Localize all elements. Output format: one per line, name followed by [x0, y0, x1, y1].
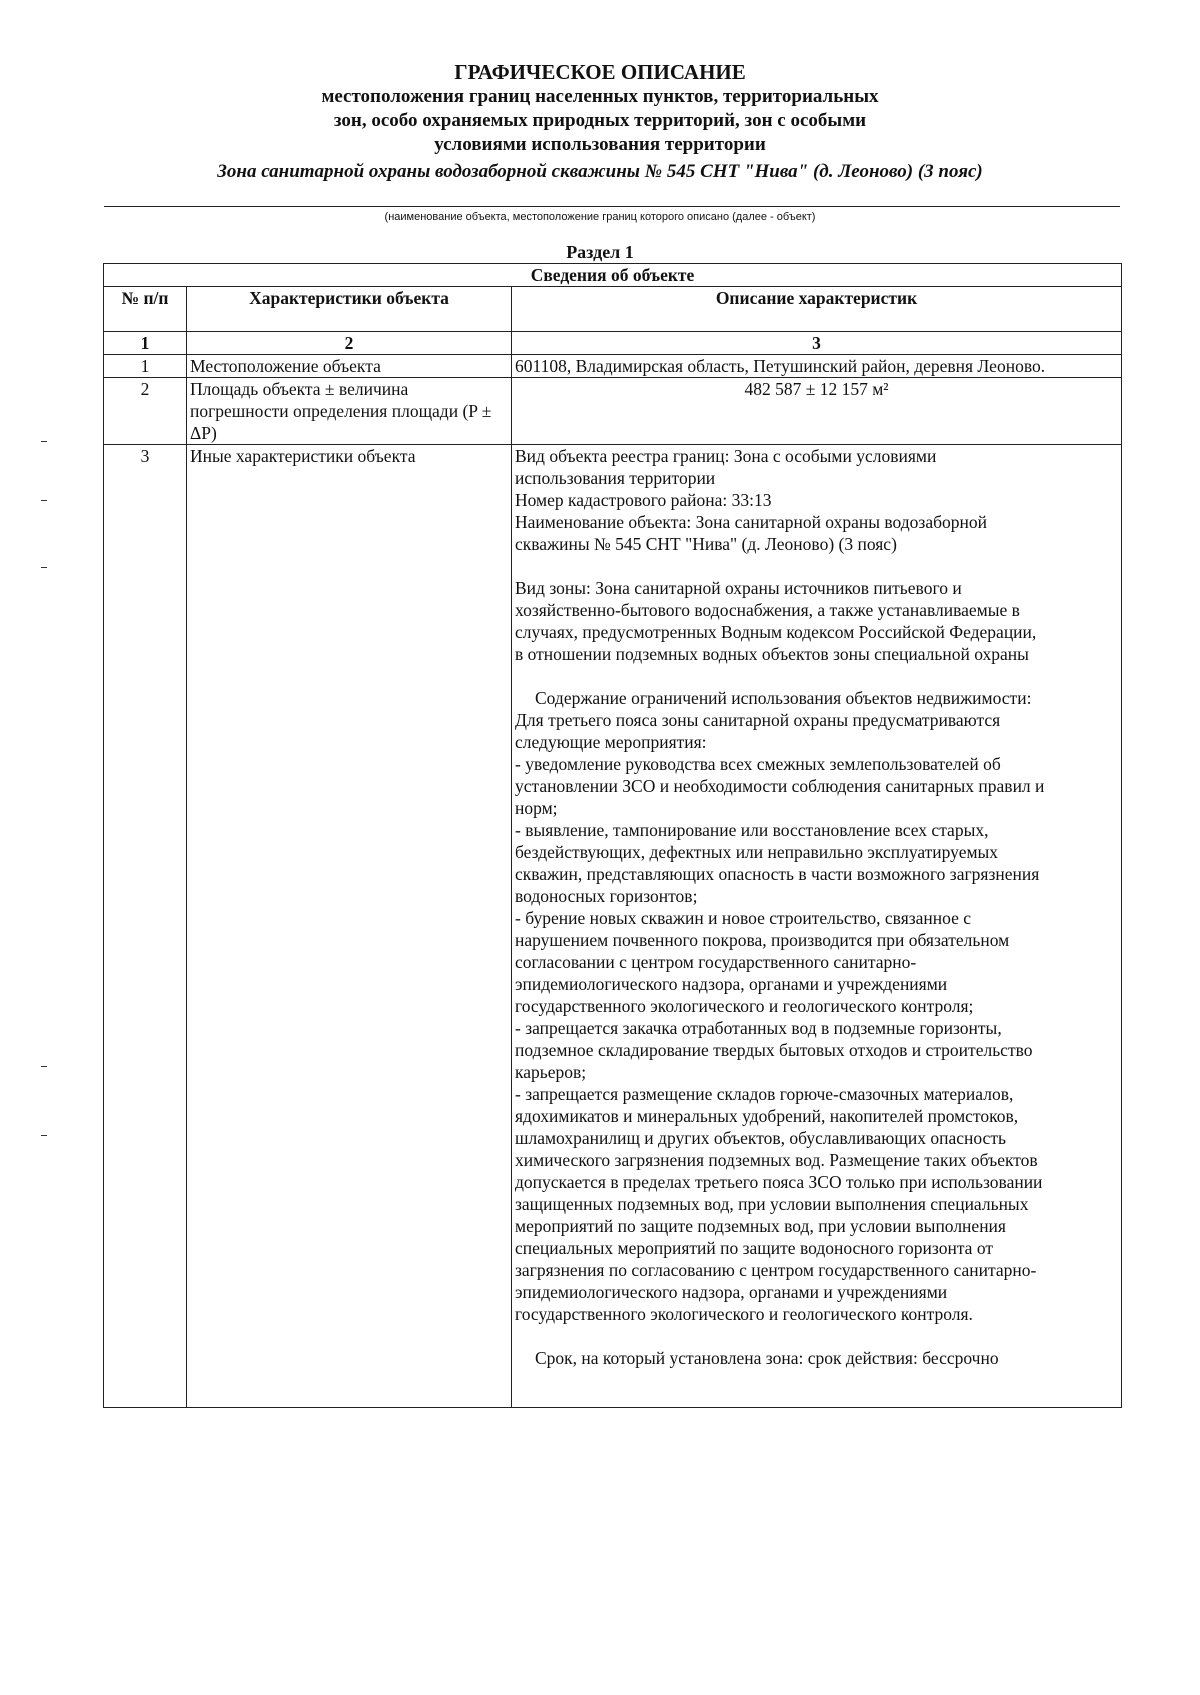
column-number-row — [104, 332, 1122, 355]
object-info-table — [103, 263, 1122, 1408]
description-line: установлении ЗСО и необходимости соблюдения санитарных правил и — [515, 776, 1045, 796]
table-caption: Сведения об объекте — [104, 264, 1122, 287]
description-line: согласовании с центром государственного санитарно- — [515, 952, 917, 972]
description-line: использования территории — [515, 468, 716, 488]
restrictions-heading: Содержание ограничений использования объектов недвижимости: — [535, 688, 1032, 708]
description-zone-type-block — [515, 577, 1118, 665]
description-line: специальных мероприятий по защите водоносного горизонта от — [515, 1238, 993, 1258]
row-characteristic: Иные характеристики объекта — [187, 445, 512, 1408]
description-line: - выявление, тампонирование или восстановление всех старых, — [515, 820, 989, 840]
object-name: Зона санитарной охраны водозаборной скважины № 545 СНТ "Нива" (д. Леоново) (3 пояс) — [217, 161, 983, 182]
description-line: нарушением почвенного покрова, производится при обязательном — [515, 930, 1010, 950]
description-line: Вид зоны: Зона санитарной охраны источников питьевого и — [515, 578, 962, 598]
section-title: Раздел 1 — [566, 242, 634, 262]
description-line: хозяйственно-бытового водоснабжения, а также устанавливаемые в — [515, 600, 1020, 620]
description-line: Вид объекта реестра границ: Зона с особыми условиями — [515, 446, 937, 466]
column-header-characteristic: Характеристики объекта — [187, 287, 512, 332]
description-line: эпидемиологического надзора, органами и учреждениями — [515, 974, 948, 994]
row-characteristic: Площадь объекта ± величина погрешности определения площади (P ± ΔP) — [187, 378, 512, 445]
description-line: - запрещается размещение складов горюче-смазочных материалов, — [515, 1084, 1014, 1104]
table-header-row — [104, 287, 1122, 332]
description-line: бездействующих, дефектных или неправильно эксплуатируемых — [515, 842, 999, 862]
description-line: карьеров; — [515, 1062, 587, 1082]
table-caption-row — [104, 264, 1122, 287]
row-number: 1 — [104, 355, 187, 378]
description-restrictions-block — [515, 709, 1118, 1325]
row-number: 3 — [104, 445, 187, 1408]
description-line: мероприятий по защите подземных вод, при условии выполнения — [515, 1216, 1006, 1236]
description-line: в отношении подземных водных объектов зоны специальной охраны — [515, 644, 1029, 664]
column-header-description: Описание характеристик — [512, 287, 1122, 332]
description-line: норм; — [515, 798, 558, 818]
description-line: случаях, предусмотренных Водным кодексом Российской Федерации, — [515, 622, 1037, 642]
document-title: ГРАФИЧЕСКОЕ ОПИСАНИЕ — [454, 60, 746, 84]
description-line: подземное складирование твердых бытовых отходов и строительство — [515, 1040, 1033, 1060]
table-row — [104, 378, 1122, 445]
description-line: химического загрязнения подземных вод. Размещение таких объектов — [515, 1150, 1038, 1170]
row-value-description — [512, 445, 1122, 1408]
margin-mark — [41, 500, 47, 501]
column-number: 3 — [512, 332, 1122, 355]
description-line: защищенных подземных вод, при условии выполнения специальных — [515, 1194, 1029, 1214]
description-line: - уведомление руководства всех смежных землепользователей об — [515, 754, 1001, 774]
description-line: допускается в пределах третьего пояса ЗСО только при использовании — [515, 1172, 1043, 1192]
row-value: 601108, Владимирская область, Петушинский район, деревня Леоново. — [512, 355, 1122, 378]
margin-mark — [41, 1066, 47, 1067]
zone-term: Срок, на который установлена зона: срок действия: бессрочно — [535, 1348, 999, 1368]
table-row — [104, 445, 1122, 1408]
margin-mark — [41, 1135, 47, 1136]
document-header — [0, 60, 1200, 185]
description-line: государственного экологического и геологического контроля. — [515, 1304, 973, 1324]
description-line: шламохранилищ и других объектов, обуславливающих опасность — [515, 1128, 1006, 1148]
description-line: скважины № 545 СНТ "Нива" (д. Леоново) (3 пояс) — [515, 534, 897, 554]
description-line: эпидемиологического надзора, органами и учреждениями — [515, 1282, 948, 1302]
row-characteristic: Местоположение объекта — [187, 355, 512, 378]
description-registry-block — [515, 445, 1118, 555]
margin-mark — [41, 567, 47, 568]
subtitle-line-3: условиями использования территории — [434, 134, 766, 155]
margin-mark — [41, 441, 47, 442]
column-header-number: № п/п — [104, 287, 187, 332]
description-line: Для третьего пояса зоны санитарной охраны предусматриваются — [515, 710, 1001, 730]
object-name-underline — [104, 206, 1120, 207]
description-line: - бурение новых скважин и новое строительство, связанное с — [515, 908, 972, 928]
table-row — [104, 355, 1122, 378]
description-line: государственного экологического и геологического контроля; — [515, 996, 974, 1016]
description-line: Номер кадастрового района: 33:13 — [515, 490, 772, 510]
description-line: скважин, представляющих опасность в части возможного загрязнения — [515, 864, 1040, 884]
object-name-caption: (наименование объекта, местоположение границ которого описано (далее - объект) — [384, 211, 816, 223]
description-line: загрязнения по согласованию с центром государственного санитарно- — [515, 1260, 1037, 1280]
description-line: водоносных горизонтов; — [515, 886, 698, 906]
row-number: 2 — [104, 378, 187, 445]
column-number: 2 — [187, 332, 512, 355]
description-line: - запрещается закачка отработанных вод в подземные горизонты, — [515, 1018, 1002, 1038]
description-line: Наименование объекта: Зона санитарной охраны водозаборной — [515, 512, 987, 532]
description-line: ядохимикатов и минеральных удобрений, накопителей промстоков, — [515, 1106, 1019, 1126]
subtitle-line-2: зон, особо охраняемых природных территорий, зон с особыми — [333, 110, 867, 131]
row-value: 482 587 ± 12 157 м² — [512, 378, 1122, 445]
subtitle-line-1: местоположения границ населенных пунктов, территориальных — [321, 86, 879, 107]
column-number: 1 — [104, 332, 187, 355]
description-line: следующие мероприятия: — [515, 732, 707, 752]
